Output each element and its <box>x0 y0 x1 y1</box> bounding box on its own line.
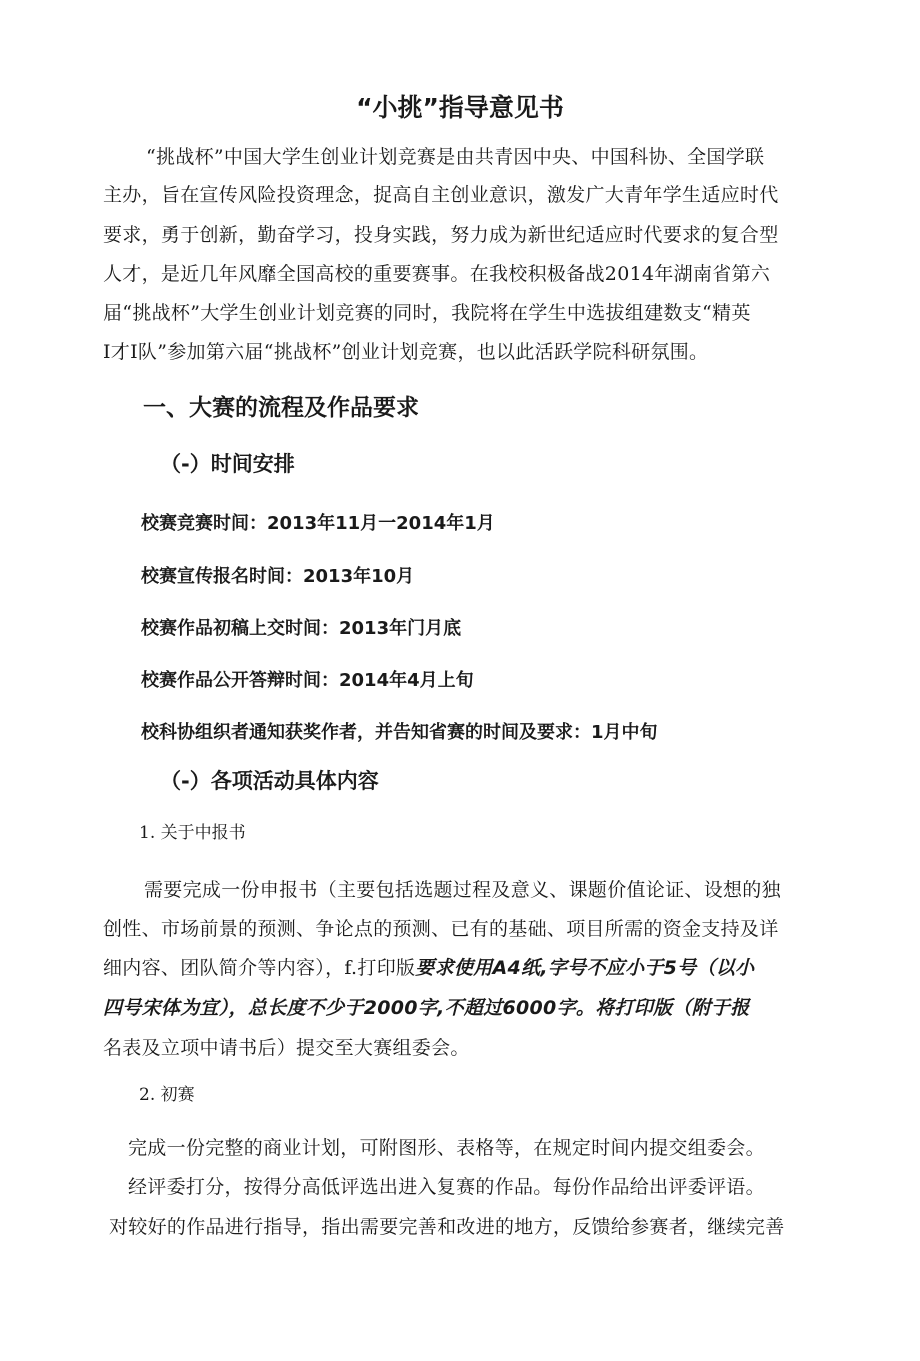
item-heading-application: 1. 关于中报书 <box>139 823 246 843</box>
preliminary-text-line: 对较好的作品进行指导，指出需要完善和改进的地方，反馈给参赛者，继续完善 <box>109 1216 785 1238</box>
application-text-emphasis: 要求使用A4纸,字号不应小于5号（以小 <box>415 957 755 979</box>
intro-line: 要求，勇于创新，勤奋学习，投身实践，努力成为新世纪适应时代要求的复合型 <box>103 224 779 246</box>
page-title: “小挑”指导意见书 <box>356 93 564 122</box>
schedule-item: 校赛竞赛时间：2013年11月一2014年1月 <box>141 513 495 534</box>
intro-line: 届“挑战杯”大学生创业计划竞赛的同时，我院将在学生中选拔组建数支“精英 <box>103 302 751 324</box>
schedule-item: 校科协组织者通知获奖作者，并告知省赛的时间及要求：1月中旬 <box>141 722 658 743</box>
application-text-emphasis-line: 四号宋体为宜），总长度不少于2000字,不超过6000字。将打印版（附于报 <box>103 997 750 1019</box>
schedule-item: 校赛作品公开答辩时间：2014年4月上旬 <box>141 670 474 691</box>
subsection-heading-schedule: （-）时间安排 <box>160 452 295 476</box>
application-text-plain: 细内容、团队简介等内容），f.打印版 <box>103 957 416 979</box>
application-text-line: 创性、市场前景的预测、争论点的预测、已有的基础、项目所需的资金支持及详 <box>103 918 779 940</box>
item-heading-preliminary: 2. 初赛 <box>139 1085 195 1105</box>
schedule-item: 校赛宣传报名时间：2013年10月 <box>141 566 415 587</box>
section-heading: 一、大赛的流程及作品要求 <box>143 395 419 421</box>
intro-line: 人才，是近几年风靡全国高校的重要赛事。在我校积极备战2014年湖南省第六 <box>103 263 771 285</box>
application-text-line <box>103 953 754 980</box>
subsection-heading-activities: （-）各项活动具体内容 <box>160 769 379 793</box>
intro-line: I才I队”参加第六届“挑战杯”创业计划竞赛，也以此活跃学院科研氛围。 <box>103 341 709 363</box>
schedule-item: 校赛作品初稿上交时间：2013年门月底 <box>141 618 462 639</box>
intro-line: “挑战杯”中国大学生创业计划竞赛是由共青因中央、中国科协、全国学联 <box>146 146 765 168</box>
preliminary-text-line: 完成一份完整的商业计划，可附图形、表格等，在规定时间内提交组委会。 <box>128 1137 765 1159</box>
preliminary-text-line: 经评委打分，按得分高低评选出进入复赛的作品。每份作品给出评委评语。 <box>128 1176 765 1198</box>
application-text-line: 名表及立项中请书后）提交至大赛组委会。 <box>103 1037 470 1059</box>
application-text-line: 需要完成一份申报书（主要包括选题过程及意义、课题价值论证、设想的独 <box>144 879 781 901</box>
intro-line: 主办，旨在宣传风险投资理念，捉高自主创业意识，激发广大青年学生适应时代 <box>103 184 779 206</box>
